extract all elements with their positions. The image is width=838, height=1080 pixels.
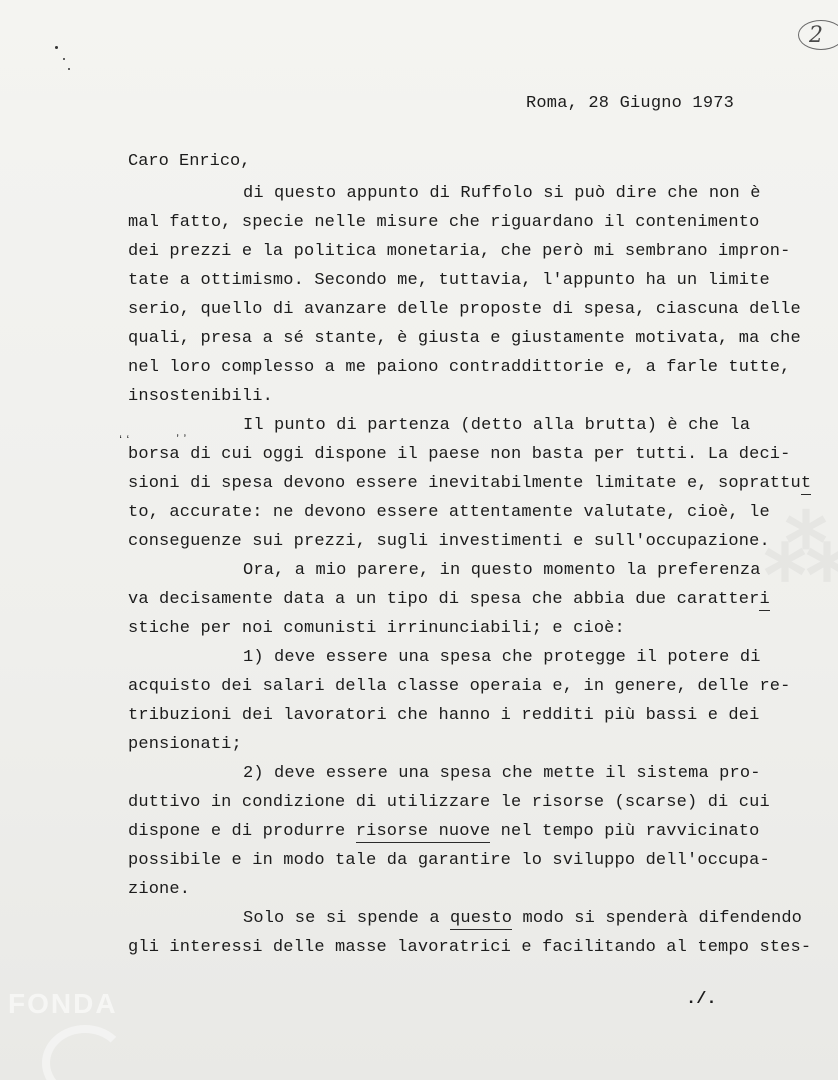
underlined-text: risorse nuove bbox=[355, 822, 491, 841]
salutation: Caro Enrico, bbox=[128, 152, 251, 171]
body-line: serio, quello di avanzare delle proposte di spesa, ciascuna delle bbox=[128, 300, 801, 319]
body-line: Ora, a mio parere, in questo momento la preferenza bbox=[243, 561, 761, 580]
body-line: va decisamente data a un tipo di spesa che abbia due caratteri bbox=[128, 590, 770, 609]
body-line: tribuzioni dei lavoratori che hanno i redditi più bassi e dei bbox=[128, 706, 760, 725]
body-line: quali, presa a sé stante, è giusta e giustamente motivata, ma che bbox=[128, 329, 801, 348]
body-line: insostenibili. bbox=[128, 387, 273, 406]
body-line: dispone e di produrre risorse nuove nel tempo più ravvicinato bbox=[128, 822, 760, 841]
body-line: Solo se si spende a questo modo si spenderà difendendo bbox=[243, 909, 803, 928]
body-line: mal fatto, specie nelle misure che riguardano il contenimento bbox=[128, 213, 760, 232]
body-line: 2) deve essere una spesa che mette il sistema pro- bbox=[243, 764, 761, 783]
archive-watermark-logo bbox=[42, 1025, 128, 1080]
underlined-text: i bbox=[759, 590, 770, 609]
body-line: zione. bbox=[128, 880, 191, 899]
archive-watermark: FONDA bbox=[8, 988, 118, 1019]
body-line: Il punto di partenza (detto alla brutta) è che la bbox=[243, 416, 751, 435]
letter-date: Roma, 28 Giugno 1973 bbox=[526, 94, 735, 113]
continuation-mark: ./. bbox=[686, 990, 717, 1009]
body-line: acquisto dei salari della classe operaia e, in genere, delle re- bbox=[128, 677, 791, 696]
body-line: conseguenze sui prezzi, sugli investimenti e sull'occupazione. bbox=[128, 532, 770, 551]
body-line: borsa di cui oggi dispone il paese non basta per tutti. La deci- bbox=[128, 445, 791, 464]
body-line: 1) deve essere una spesa che protegge il potere di bbox=[243, 648, 761, 667]
handwritten-quote-open: ʻʻ bbox=[117, 434, 132, 448]
handwritten-quote-close: ʼʼ bbox=[174, 433, 189, 447]
body-line: possibile e in modo tale da garantire lo sviluppo dell'occupa- bbox=[128, 851, 770, 870]
underlined-text: questo bbox=[450, 909, 513, 928]
underlined-text: t bbox=[800, 474, 812, 493]
body-line: to, accurate: ne devono essere attentamente valutate, cioè, le bbox=[128, 503, 770, 522]
body-line: dei prezzi e la politica monetaria, che però mi sembrano impron- bbox=[128, 242, 791, 261]
body-line: tate a ottimismo. Secondo me, tuttavia, l'appunto ha un limite bbox=[128, 271, 770, 290]
body-line: stiche per noi comunisti irrinunciabili; e cioè: bbox=[128, 619, 625, 638]
body-line: duttivo in condizione di utilizzare le risorse (scarse) di cui bbox=[128, 793, 770, 812]
body-line: gli interessi delle masse lavoratrici e facilitando al tempo stes- bbox=[128, 938, 812, 957]
body-line: sioni di spesa devono essere inevitabilmente limitate e, soprattut bbox=[128, 474, 812, 493]
body-line: nel loro complesso a me paiono contraddittorie e, a farle tutte, bbox=[128, 358, 791, 377]
bleed-through-ghost bbox=[764, 500, 838, 599]
body-line: pensionati; bbox=[128, 735, 242, 754]
body-line: di questo appunto di Ruffolo si può dire che non è bbox=[243, 184, 761, 203]
page-number-mark: 2 bbox=[798, 20, 838, 50]
